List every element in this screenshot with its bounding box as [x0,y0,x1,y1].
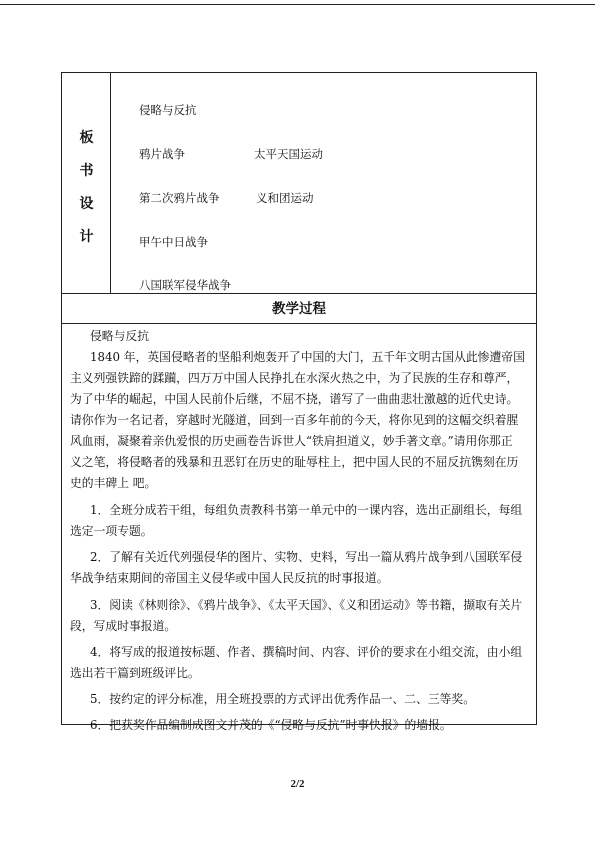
process-title: 教学过程 [62,294,536,324]
process-line: 华战争结束期间的帝国主义侵华或中国人民反抗的时事报道。 [70,571,389,585]
board-item-opium-war: 鸦片战争 [139,147,185,161]
process-line: 义之笔，将侵略者的残暴和丑恶钉在历史的耻辱柱上，把中国人民的不屈反抗镌刻在历 [70,455,519,469]
process-line: 请你作为一名记者，穿越时光隧道，回到一百多年前的今天，将你见到的这幅交织着腥 [70,413,519,427]
process-step-5: 5．按约定的评分标准，用全班投票的方式评出优秀作品一、二、三等奖。 [90,692,476,706]
process-step-6: 6．把获奖作品编制成图文并茂的《“侵略与反抗”时事快报》的墙报。 [90,718,452,732]
process-line: 主义列强铁蹄的蹂躏，四万万中国人民挣扎在水深火热之中，为了民族的生存和尊严， [70,371,519,385]
process-step-3: 3．阅读《林则徐》、《鸦片战争》、《太平天国》、《义和团运动》等书籍，撷取有关片 [90,598,523,612]
process-line: 史的丰碑上 吧。 [70,476,157,490]
process-line: 风血雨，凝聚着亲仇爱恨的历史画卷告诉世人“铁肩担道义，妙手著文章。”请用你那正 [70,434,513,448]
teaching-process-body [62,324,536,732]
process-step-4: 4．将写成的报道按标题、作者、撰稿时间、内容、评价的要求在小组交流，由小组 [90,645,523,659]
process-line: 选定一项专题。 [70,524,153,538]
top-rule [0,4,595,5]
process-line: 段，写成时事报道。 [70,619,177,633]
board-heading: 侵略与反抗 [139,103,197,117]
page-number: 2/2 [290,778,305,790]
board-item-second-opium-war: 第二次鸦片战争 [139,191,220,205]
board-design-row [62,73,536,294]
board-label-char: 设 [79,196,94,212]
board-label-char: 板 [79,130,94,146]
process-heading: 侵略与反抗 [90,329,149,343]
board-item-boxer: 义和团运动 [256,191,314,205]
process-line: 选出若干篇到班级评比。 [70,666,200,680]
board-design-label [62,73,111,293]
board-item-eight-nation-alliance: 八国联军侵华战争 [139,278,231,292]
process-line: 1840 年，英国侵略者的坚船利炮轰开了中国的大门，五千年文明古国从此惨遭帝国 [90,350,525,364]
lesson-table [61,72,537,732]
board-item-sino-japanese-war: 甲午中日战争 [139,235,208,249]
board-design-content [111,73,536,293]
board-label-char: 计 [79,229,94,245]
board-label-char: 书 [79,163,94,179]
board-item-taiping: 太平天国运动 [254,147,323,161]
process-step-2: 2．了解有关近代列强侵华的图片、实物、史料，写出一篇从鸦片战争到八国联军侵 [90,550,523,564]
process-line: 为了中华的崛起，中国人民前仆后继，不屈不挠，谱写了一曲曲悲壮激越的近代史诗。 [70,392,519,406]
process-step-1: 1．全班分成若干组，每组负责教科书第一单元中的一课内容，选出正副组长，每组 [90,503,523,517]
